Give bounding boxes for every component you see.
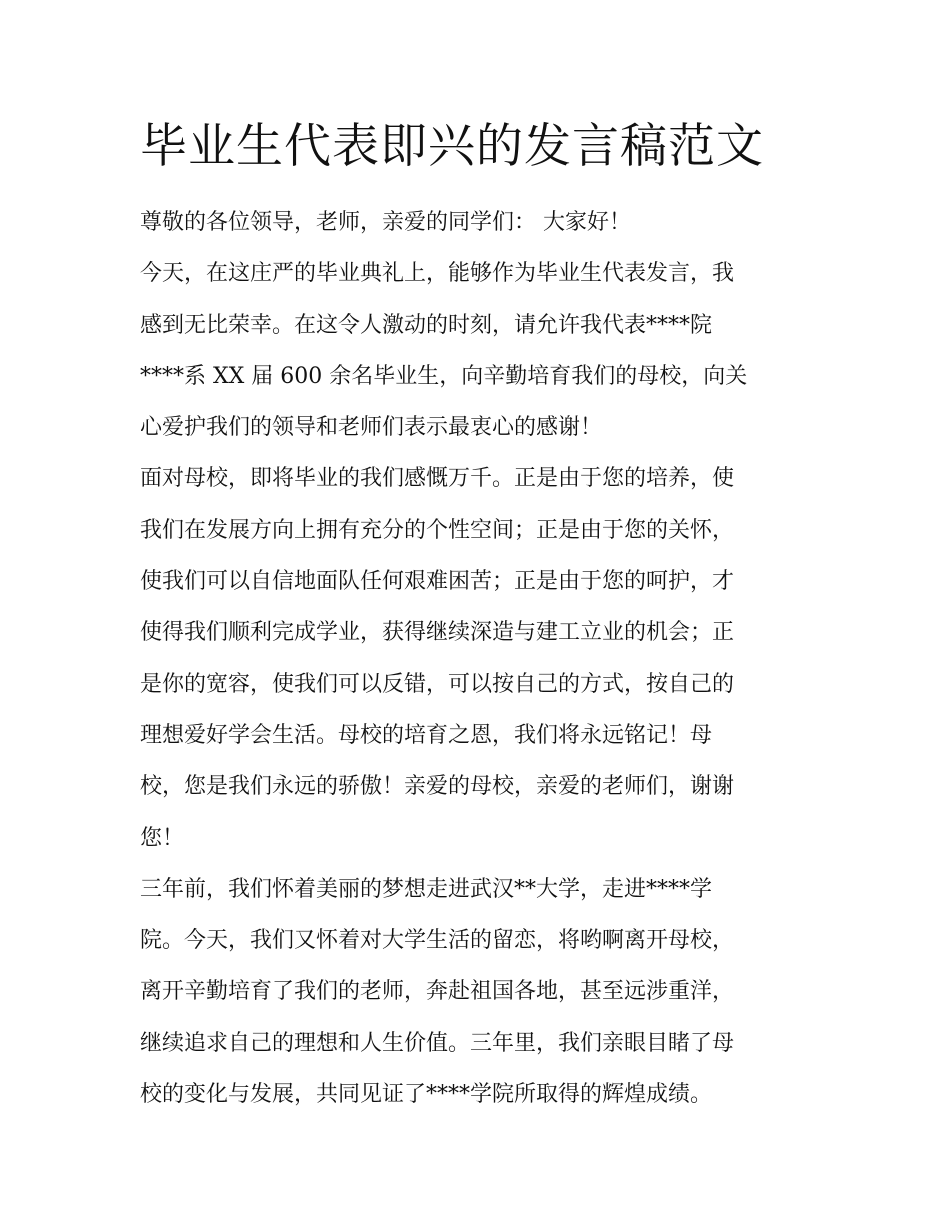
text-line: 继续追求自己的理想和人生价值。三年里，我们亲眼目睹了母: [140, 1030, 735, 1056]
text-line: 院。今天，我们又怀着对大学生活的留恋，将哟啊离开母校，: [140, 928, 735, 954]
text-line: 是你的宽容，使我们可以反错，可以按自己的方式，按自己的: [140, 671, 735, 697]
text-line: 使得我们顺利完成学业，获得继续深造与建工立业的机会；正: [140, 620, 735, 646]
text-line: 今天，在这庄严的毕业典礼上，能够作为毕业生代表发言，我: [140, 261, 735, 287]
text-line: 理想爱好学会生活。母校的培育之恩，我们将永远铭记！母: [140, 722, 713, 748]
text-line: 感到无比荣幸。在这令人激动的时刻，请允许我代表****院: [140, 312, 713, 338]
text-line: 使我们可以自信地面队任何艰难困苦；正是由于您的呵护，才: [140, 569, 735, 595]
text-line: 心爱护我们的领导和老师们表示最衷心的感谢！: [140, 415, 603, 441]
document-title: 毕业生代表即兴的发言稿范文: [140, 119, 764, 174]
text-line: 校的变化与发展，共同见证了****学院所取得的辉煌成绩。: [140, 1082, 713, 1108]
text-line: 三年前，我们怀着美丽的梦想走进武汉**大学，走进****学: [140, 876, 713, 902]
text-line: 校，您是我们永远的骄傲！亲爱的母校，亲爱的老师们，谢谢: [140, 774, 735, 800]
text-line: 离开辛勤培育了我们的老师，奔赴祖国各地，甚至远涉重洋，: [140, 979, 735, 1005]
text-line: 尊敬的各位领导，老师，亲爱的同学们： 大家好！: [140, 210, 631, 235]
text-line: 我们在发展方向上拥有充分的个性空间；正是由于您的关怀，: [140, 517, 735, 543]
text-line: ****系 XX 届 600 余名毕业生，向辛勤培育我们的母校，向关: [140, 363, 748, 389]
document-body: [140, 197, 820, 1120]
text-line: 您！: [140, 825, 185, 851]
text-line: 面对母校，即将毕业的我们感慨万千。正是由于您的培养，使: [140, 466, 735, 492]
